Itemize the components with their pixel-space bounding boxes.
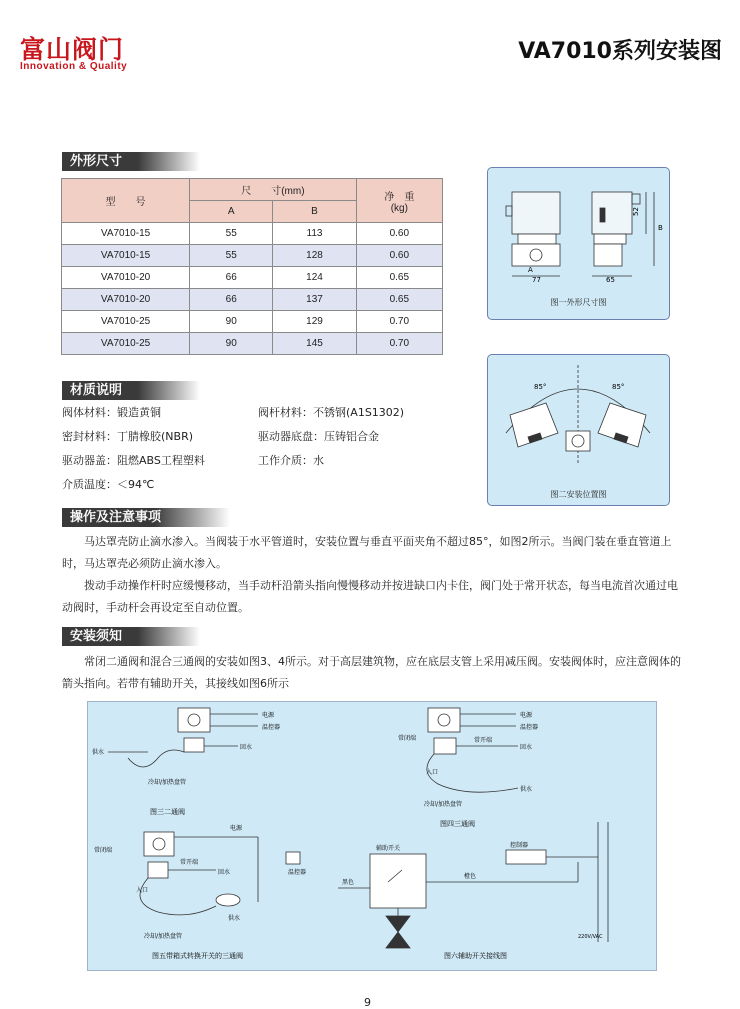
cell-model: VA7010-20 [62, 267, 190, 289]
fig5-no-label: 常开端 [180, 859, 199, 866]
fig3-return-label: 回水 [240, 744, 253, 751]
dim-b-label: B [658, 224, 663, 232]
material-seal: 密封材料：丁腈橡胶(NBR) [62, 430, 194, 443]
cell-model: VA7010-15 [62, 223, 190, 245]
fig5-return-label: 回水 [218, 869, 231, 876]
material-actuator-cover: 驱动器盖：阻燃ABS工程塑料 [62, 454, 205, 467]
cell-weight: 0.70 [356, 311, 442, 333]
fig6-caption: 图六辅助开关接线图 [444, 952, 507, 960]
fig6-controller-label: 控制器 [510, 842, 529, 849]
col-header-model: 型 号 [62, 179, 190, 223]
cell-b: 113 [273, 223, 356, 245]
cell-b: 145 [273, 333, 356, 355]
material-stem: 阀杆材料：不锈钢(A1S1302) [258, 406, 405, 419]
fig3-thermostat-label: 温控器 [262, 724, 281, 731]
install-paragraph: 常闭二通阀和混合三通阀的安装如图3、4所示。对于高层建筑物，应在底层支管上采用减压阀。安装阀体时，应注意阀体的箭头指向。若带有辅助开关，其接线如图6所示 [62, 655, 681, 690]
fig5-caption: 图五带箱式转换开关的三通阀 [152, 952, 243, 960]
fig6-orange-label: 橙色 [464, 873, 477, 880]
dim-65-label: 65 [606, 276, 615, 284]
fig5-power-label: 电源 [230, 825, 243, 832]
cell-model: VA7010-25 [62, 333, 190, 355]
install-diagrams-panel [87, 701, 657, 971]
fig5-supply-label: 供水 [228, 915, 241, 922]
figure-1-caption: 图一外形尺寸图 [550, 298, 607, 307]
spec-table [61, 178, 443, 355]
col-header-weight [356, 179, 442, 223]
fig5-inlet-label: 入口 [136, 887, 149, 894]
fig4-coil-label: 冷却/加热盘管 [424, 801, 463, 808]
fig4-caption: 图四三通阀 [440, 820, 475, 828]
section-heading-install: 安装须知 [62, 627, 200, 646]
table-row [62, 223, 443, 245]
fig4-return-label: 回水 [520, 744, 533, 751]
cell-weight: 0.70 [356, 333, 442, 355]
section-heading-operation: 操作及注意事项 [62, 508, 230, 527]
angle-right-label: 85° [612, 383, 625, 391]
operation-paragraph-1: 马达罩壳防止滴水渗入。当阀装于水平管道时，安装位置与垂直平面夹角不超过85°，如图2所示。当阀门装在垂直管道上时，马达罩壳必须防止滴水渗入。 [62, 535, 672, 570]
brand-name-cn: 富山阀门 [20, 35, 125, 64]
cell-model: VA7010-20 [62, 289, 190, 311]
table-row [62, 289, 443, 311]
col-header-b: B [273, 201, 356, 223]
materials-right-list [258, 404, 468, 476]
fig5-thermostat-label: 温控器 [288, 869, 307, 876]
dim-a-label: A [528, 266, 533, 274]
figure-2-caption: 图二安装位置图 [550, 490, 607, 499]
fig4-no-label: 常开端 [474, 737, 493, 744]
material-body: 阀体材料：锻造黄铜 [62, 406, 161, 419]
cell-weight: 0.65 [356, 267, 442, 289]
fig4-inlet-label: 入口 [426, 769, 439, 776]
fig3-supply-label: 供水 [92, 749, 105, 756]
document-title: VA7010系列安装图 [518, 39, 722, 64]
fig6-voltage-label: 220V/VAC [578, 934, 603, 940]
dim-77-label: 77 [532, 276, 541, 284]
cell-b: 128 [273, 245, 356, 267]
fig4-nc-label: 常闭端 [398, 735, 417, 742]
fig6-aux-switch-label: 辅助开关 [376, 845, 401, 852]
cell-weight: 0.60 [356, 223, 442, 245]
table-row [62, 333, 443, 355]
materials-left-list [62, 404, 252, 500]
fig4-supply-label: 供水 [520, 786, 533, 793]
install-diagrams-drawing [88, 702, 656, 970]
cell-b: 137 [273, 289, 356, 311]
cell-b: 124 [273, 267, 356, 289]
section-heading-dimensions: 外形尺寸 [62, 152, 200, 171]
table-row [62, 311, 443, 333]
fig5-coil-label: 冷却/加热盘管 [144, 933, 183, 940]
weight-unit: (kg) [390, 202, 408, 214]
install-position-drawing [488, 355, 669, 505]
cell-a: 66 [190, 267, 273, 289]
cell-model: VA7010-25 [62, 311, 190, 333]
col-header-size: 尺 寸(mm) [190, 179, 357, 201]
cell-a: 90 [190, 311, 273, 333]
angle-left-label: 85° [534, 383, 547, 391]
brand-slogan: Innovation & Quality [20, 61, 128, 72]
fig4-power-label: 电源 [520, 712, 533, 719]
material-actuator-base: 驱动器底盘：压铸铝合金 [258, 430, 379, 443]
material-medium: 工作介质：水 [258, 454, 324, 467]
material-temperature: 介质温度：＜94℃ [62, 478, 155, 491]
cell-model: VA7010-15 [62, 245, 190, 267]
table-row [62, 267, 443, 289]
figure-2-install-position [487, 354, 670, 506]
fig3-caption: 图三二通阀 [150, 808, 185, 816]
weight-label: 净 重 [384, 191, 415, 203]
cell-weight: 0.60 [356, 245, 442, 267]
figure-1-dimensions [487, 167, 670, 320]
cell-a: 55 [190, 245, 273, 267]
cell-a: 90 [190, 333, 273, 355]
fig5-nc-label: 常闭端 [94, 847, 113, 854]
fig6-black-label: 黑色 [342, 879, 355, 886]
cell-b: 129 [273, 311, 356, 333]
dim-52-label: 52 [632, 207, 640, 216]
fig3-power-label: 电源 [262, 712, 275, 719]
fig3-coil-label: 冷却/加热盘管 [148, 779, 187, 786]
operation-paragraph-2: 拨动手动操作杆时应缓慢移动，当手动杆沿箭头指向慢慢移动并按进缺口内卡住，阀门处于常开状态，每当电流首次通过电动阀时，手动杆会再设定至自动位置。 [62, 579, 678, 614]
fig4-thermostat-label: 温控器 [520, 724, 539, 731]
section-heading-materials: 材质说明 [62, 381, 200, 400]
page-number: 9 [364, 996, 371, 1009]
cell-a: 66 [190, 289, 273, 311]
table-row [62, 245, 443, 267]
col-header-a: A [190, 201, 273, 223]
cell-weight: 0.65 [356, 289, 442, 311]
cell-a: 55 [190, 223, 273, 245]
